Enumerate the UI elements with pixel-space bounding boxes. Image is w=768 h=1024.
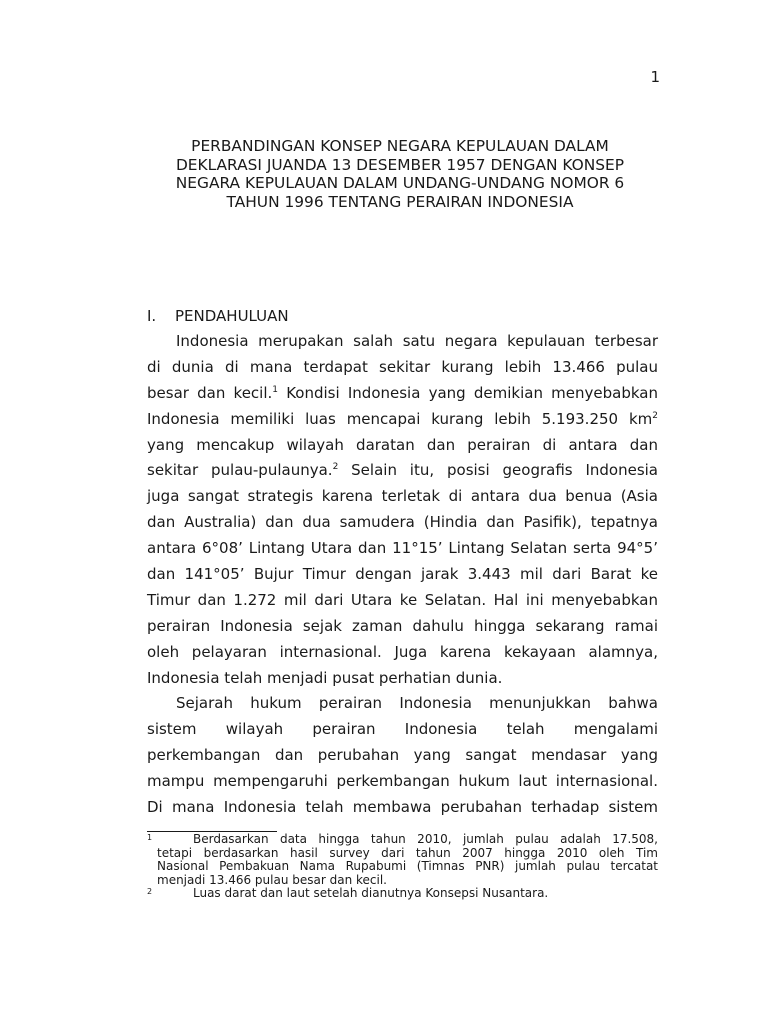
text-span: Selain itu, posisi geografis Indonesia — [338, 461, 658, 480]
section-number: I. — [147, 307, 157, 325]
text-line: mampu mempengaruhi perkembangan hukum laut internasional. — [147, 772, 658, 791]
body-text — [147, 329, 658, 821]
text-line: yang mencakup wilayah daratan dan perairan di antara dan — [147, 435, 658, 454]
footnote-line: tetapi berdasarkan hasil survey dari tahun 2007 hingga 2010 oleh Tim — [157, 845, 658, 860]
text-line: Indonesia merupakan salah satu negara kepulauan terbesar — [176, 332, 658, 350]
section-title: PENDAHULUAN — [175, 307, 289, 325]
footnote-ref: 1 — [272, 384, 279, 395]
text-line: dan Australia) dan dua samudera (Hindia dan Pasifik), tepatnya — [147, 513, 658, 532]
text-line: Timur dan 1.272 mil dari Utara ke Selatan. Hal ini menyebabkan — [147, 590, 658, 609]
text-line: juga sangat strategis karena terletak di antara dua benua (Asia — [147, 487, 658, 506]
page-number: 1 — [650, 68, 660, 86]
footnote-line: menjadi 13.466 pulau besar dan kecil. — [157, 872, 387, 887]
text-line — [147, 381, 658, 407]
text-span: besar dan kecil. — [147, 383, 273, 402]
title-line: TAHUN 1996 TENTANG PERAIRAN INDONESIA — [226, 192, 574, 211]
text-line — [147, 458, 658, 484]
text-line: dan 141°05’ Bujur Timur dengan jarak 3.443 mil dari Barat ke — [147, 565, 658, 584]
footnote-line: Nasional Pembakuan Nama Rupabumi (Timnas PNR) jumlah pulau tercatat — [157, 859, 658, 874]
footnote-mark: 2 — [147, 887, 153, 897]
footnote-item — [147, 887, 658, 901]
text-line: perairan Indonesia sejak zaman dahulu hingga sekarang ramai — [147, 616, 658, 635]
text-line: di dunia di mana terdapat sekitar kurang lebih 13.466 pulau — [147, 357, 658, 376]
text-line: Di mana Indonesia telah membawa perubahan terhadap sistem — [147, 798, 658, 817]
superscript: 2 — [652, 410, 658, 421]
text-line: Indonesia telah menjadi pusat perhatian dunia. — [147, 668, 503, 687]
footnote-ref: 2 — [332, 462, 339, 473]
section-heading — [147, 305, 289, 327]
title-line: PERBANDINGAN KONSEP NEGARA KEPULAUAN DALAM — [191, 137, 609, 155]
text-line: antara 6°08’ Lintang Utara dan 11°15’ Lintang Selatan serta 94°5’ — [147, 539, 658, 558]
title-line: NEGARA KEPULAUAN DALAM UNDANG-UNDANG NOMOR 6 — [175, 174, 625, 193]
text-line: oleh pelayaran internasional. Juga karena kekayaan alamnya, — [147, 642, 658, 661]
footnote-line: Luas darat dan laut setelah dianutnya Konsepsi Nusantara. — [193, 886, 549, 901]
document-title — [120, 137, 680, 211]
footnotes — [147, 833, 658, 901]
text-span: Kondisi Indonesia yang demikian menyebabkan — [278, 383, 658, 402]
text-line — [147, 407, 658, 433]
text-span: Indonesia memiliki luas mencapai kurang lebih 5.193.250 km — [147, 409, 653, 428]
title-line: DEKLARASI JUANDA 13 DESEMBER 1957 DENGAN KONSEP — [175, 155, 625, 174]
text-line: sistem wilayah perairan Indonesia telah mengalami — [147, 720, 658, 739]
text-span: sekitar pulau-pulaunya. — [147, 461, 333, 480]
footnote-item — [147, 833, 658, 887]
text-line: Sejarah hukum perairan Indonesia menunjukkan bahwa — [176, 694, 658, 713]
footnote-mark: 1 — [147, 833, 153, 842]
footnote-line: Berdasarkan data hingga tahun 2010, jumlah pulau adalah 17.508, — [193, 832, 658, 846]
text-line: perkembangan dan perubahan yang sangat mendasar yang — [147, 746, 658, 765]
